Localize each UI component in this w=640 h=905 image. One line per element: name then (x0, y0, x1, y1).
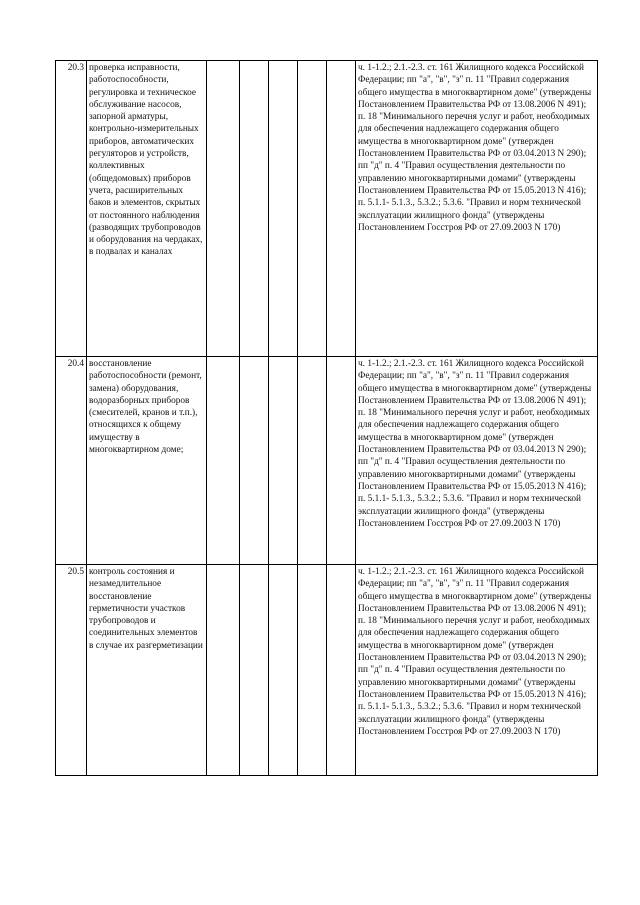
works-table (55, 60, 598, 776)
empty-cell (269, 357, 298, 565)
work-description: проверка исправности, работоспособности, регулировка и техническое обслуживание насосов, запорной арматуры, контрольно-измерительных приборов, автоматических регуляторов и устройств, коллективных (общедомовых) приборов учета, расширительных баков и элементов, скрытых от постоянного наблюдения (разводящих трубопроводов и оборудования на чердаках, в подвалах и каналах (87, 61, 207, 357)
empty-cell (240, 357, 269, 565)
empty-cell (240, 61, 269, 357)
row-number: 20.3 (56, 61, 87, 357)
table-row (56, 61, 598, 357)
empty-cell (327, 565, 356, 776)
legal-basis: ч. 1-1.2.; 2.1.-2.3. ст. 161 Жилищного кодекса Российской Федерации; пп "а", "в", "з" п. 11 "Правил содержания общего имущества в многоквартирном доме" (утверждены Постановлением Правительства РФ от 13.08.2006 N 491); п. 18 "Минимального перечня услуг и работ, необходимых для обеспечения надлежащего содержания общего имущества в многоквартирном доме" (утвержден Постановлением Правительства РФ от 03.04.2013 N 290); пп "д" п. 4 "Правил осуществления деятельности по управлению многоквартирными домами" (утверждены Постановлением Правительства РФ от 15.05.2013 N 416); п. 5.1.1- 5.1.3., 5.3.2.; 5.3.6. "Правил и норм технической эксплуатации жилищного фонда" (утверждены Постановлением Госстроя РФ от 27.09.2003 N 170) (356, 61, 598, 357)
table-row (56, 565, 598, 776)
row-number: 20.5 (56, 565, 87, 776)
empty-cell (269, 61, 298, 357)
empty-cell (327, 357, 356, 565)
legal-basis: ч. 1-1.2.; 2.1.-2.3. ст. 161 Жилищного кодекса Российской Федерации; пп "а", "в", "з" п. 11 "Правил содержания общего имущества в многоквартирном доме" (утверждены Постановлением Правительства РФ от 13.08.2006 N 491); п. 18 "Минимального перечня услуг и работ, необходимых для обеспечения надлежащего содержания общего имущества в многоквартирном доме" (утвержден Постановлением Правительства РФ от 03.04.2013 N 290); пп "д" п. 4 "Правил осуществления деятельности по управлению многоквартирными домами" (утверждены Постановлением Правительства РФ от 15.05.2013 N 416); п. 5.1.1- 5.1.3., 5.3.2.; 5.3.6. "Правил и норм технической эксплуатации жилищного фонда" (утверждены Постановлением Госстроя РФ от 27.09.2003 N 170) (356, 565, 598, 776)
empty-cell (298, 565, 327, 776)
row-number: 20.4 (56, 357, 87, 565)
empty-cell (240, 565, 269, 776)
empty-cell (298, 61, 327, 357)
legal-basis: ч. 1-1.2.; 2.1.-2.3. ст. 161 Жилищного кодекса Российской Федерации; пп "а", "в", "з" п. 11 "Правил содержания общего имущества в многоквартирном доме" (утверждены Постановлением Правительства РФ от 13.08.2006 N 491); п. 18 "Минимального перечня услуг и работ, необходимых для обеспечения надлежащего содержания общего имущества в многоквартирном доме" (утвержден Постановлением Правительства РФ от 03.04.2013 N 290); пп "д" п. 4 "Правил осуществления деятельности по управлению многоквартирными домами" (утверждены Постановлением Правительства РФ от 15.05.2013 N 416); п. 5.1.1- 5.1.3., 5.3.2.; 5.3.6. "Правил и норм технической эксплуатации жилищного фонда" (утверждены Постановлением Госстроя РФ от 27.09.2003 N 170) (356, 357, 598, 565)
empty-cell (207, 61, 240, 357)
empty-cell (298, 357, 327, 565)
work-description: контроль состояния и незамедлительное восстановление герметичности участков трубопроводов и соединительных элементов в случае их разгерметизации (87, 565, 207, 776)
table-row (56, 357, 598, 565)
empty-cell (269, 565, 298, 776)
work-description: восстановление работоспособности (ремонт, замена) оборудования, водоразборных приборов (смесителей, кранов и т.п.), относящихся к общему имуществу в многоквартирном доме; (87, 357, 207, 565)
empty-cell (207, 565, 240, 776)
empty-cell (327, 61, 356, 357)
empty-cell (207, 357, 240, 565)
